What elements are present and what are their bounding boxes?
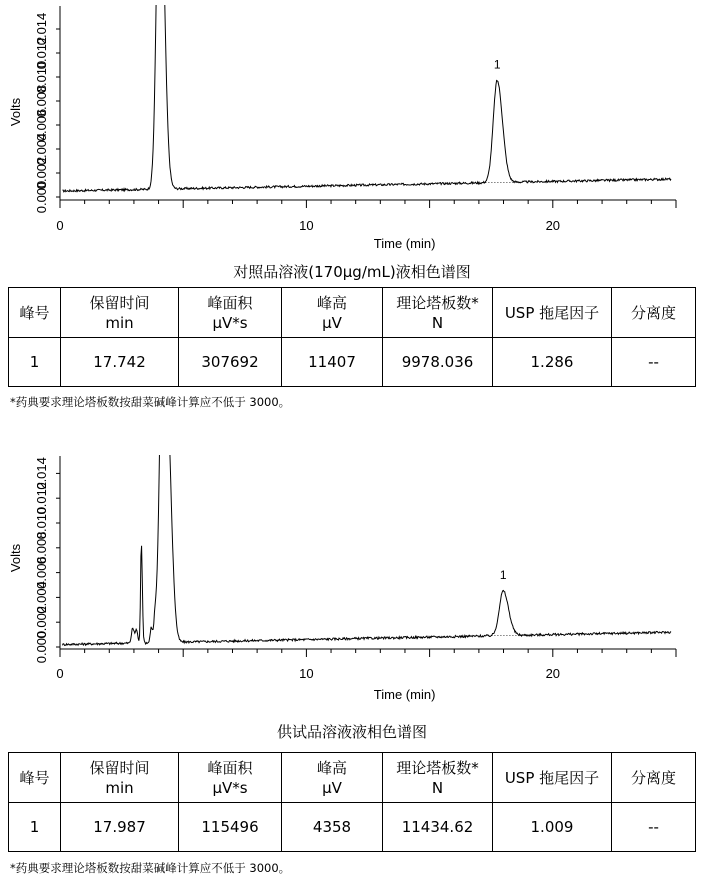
chromatogram-trace [62,448,671,645]
x-axis-label: Time (min) [373,236,436,251]
chart-caption-reference: 对照品溶液(170μg/mL)液相色谱图 [233,263,471,281]
cell-peak-area: 115496 [179,803,282,852]
results-table-reference [8,287,696,387]
y-tick-label: 0.010 [34,506,49,540]
cell-peak-height: 4358 [282,803,383,852]
header-peak-no: 峰号 [9,288,61,338]
header-theoretical-plates: 理论塔板数* N [383,288,493,338]
header-peak-no: 峰号 [9,753,61,803]
cell-usp-tailing: 1.009 [493,803,612,852]
header-usp-tailing: USP 拖尾因子 [493,288,612,338]
x-tick-label: 10 [299,218,314,233]
header-resolution: 分离度 [612,753,696,803]
cell-resolution: -- [612,338,696,387]
table-note-sample: *药典要求理论塔板数按甜菜碱峰计算应不低于 3000。 [10,861,291,875]
y-tick-label: 0.008 [34,84,49,118]
y-tick-label: 0.012 [34,481,49,515]
chromatogram-sample-svg [0,448,704,708]
y-tick-label: 0.000 [34,180,49,214]
header-retention-time: 保留时间 min [61,288,179,338]
y-axis-label: Volts [8,97,23,127]
header-retention-time: 保留时间 min [61,753,179,803]
header-peak-height: 峰高 μV [282,753,383,803]
peak-label: 1 [493,57,501,72]
y-tick-label: 0.012 [34,36,49,70]
y-tick-label: 0.006 [34,556,49,589]
results-table-sample [8,752,696,852]
y-tick-label: 0.004 [34,581,49,614]
y-axis-label: Volts [8,543,23,573]
cell-usp-tailing: 1.286 [493,338,612,387]
y-tick-label: 0.002 [34,156,49,190]
cell-peak-height: 11407 [282,338,383,387]
x-tick-label: 0 [56,666,64,681]
cell-theoretical-plates: 9978.036 [383,338,493,387]
cell-peak-no: 1 [9,338,61,387]
table-header-row [9,288,696,338]
y-tick-label: 0.010 [34,60,49,94]
y-tick-label: 0.014 [34,12,49,46]
table-header-row [9,753,696,803]
cell-retention-time: 17.987 [61,803,179,852]
table-row [9,338,696,387]
y-tick-label: 0.006 [34,108,49,142]
table-row [9,803,696,852]
y-tick-label: 0.002 [34,605,49,639]
peak-label: 1 [499,567,507,582]
y-tick-label: 0.004 [34,132,49,166]
header-resolution: 分离度 [612,288,696,338]
header-peak-area: 峰面积 μV*s [179,288,282,338]
header-peak-area: 峰面积 μV*s [179,753,282,803]
cell-resolution: -- [612,803,696,852]
cell-theoretical-plates: 11434.62 [383,803,493,852]
cell-retention-time: 17.742 [61,338,179,387]
cell-peak-area: 307692 [179,338,282,387]
header-peak-height: 峰高 μV [282,288,383,338]
y-tick-label: 0.008 [34,531,49,565]
chromatogram-trace [62,0,671,192]
chart-caption-sample: 供试品溶液液相色谱图 [276,723,427,741]
chromatogram-sample [0,448,704,708]
table-note-reference: *药典要求理论塔板数按甜菜碱峰计算应不低于 3000。 [10,395,291,409]
x-tick-label: 0 [56,218,64,233]
x-axis-label: Time (min) [373,687,436,702]
x-tick-label: 20 [545,666,561,681]
chromatogram-reference [0,0,704,255]
y-tick-label: 0.000 [34,630,49,664]
y-tick-label: 0.014 [34,457,49,490]
x-tick-label: 20 [545,218,561,233]
x-tick-label: 10 [299,666,314,681]
chromatogram-reference-svg [0,0,704,255]
header-usp-tailing: USP 拖尾因子 [493,753,612,803]
header-theoretical-plates: 理论塔板数* N [383,753,493,803]
cell-peak-no: 1 [9,803,61,852]
